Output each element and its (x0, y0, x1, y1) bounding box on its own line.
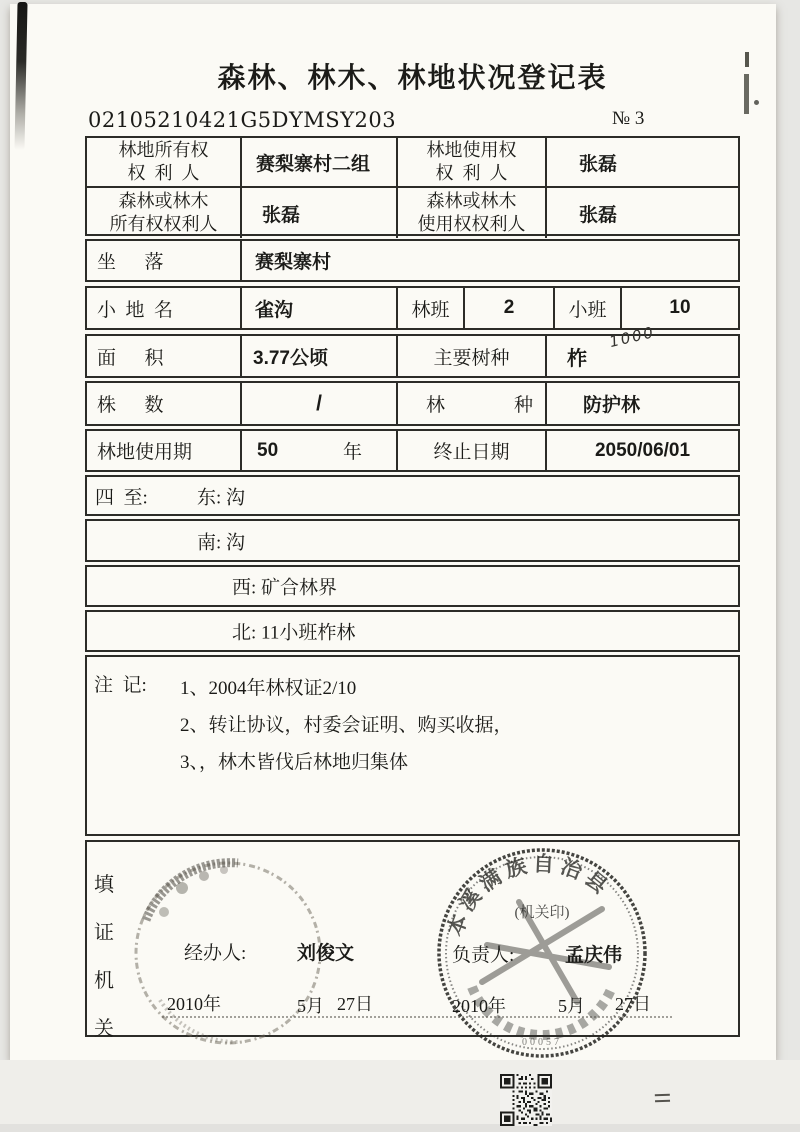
boundaries-label: 四 至: (95, 487, 148, 508)
area-label: 面 积 (87, 336, 242, 376)
scan-artifact-dash (745, 52, 749, 67)
trees-label: 株 数 (87, 383, 242, 424)
equals-mark (655, 1094, 670, 1107)
end-date-label: 终止日期 (398, 431, 547, 470)
sheet-number: № 3 (612, 108, 645, 129)
boundary-west-row (85, 565, 740, 607)
serial-code: 02105210421G5DYMSY203 (88, 108, 397, 132)
supervisor-name: 孟庆伟 (565, 945, 623, 966)
handler-label: 经办人: (184, 943, 247, 964)
forest-section-value: 2 (465, 288, 555, 328)
land-user-label: 林地使用权 权 利 人 (398, 138, 547, 188)
notes-section (85, 655, 740, 836)
scan-artifact-dot (754, 100, 759, 105)
note-line-1: 1、2004年林权证2/10 (180, 678, 357, 699)
notes-label: 注 记: (94, 675, 147, 696)
land-user-value: 张磊 (547, 138, 738, 188)
end-date-value: 2050/06/01 (594, 439, 691, 461)
forest-type-label: 林 种 (398, 383, 547, 424)
trees-value: / (242, 383, 398, 424)
forest-owner-label: 森林或林木 所有权权利人 (87, 188, 242, 238)
area-value: 3.77公顷 (242, 336, 398, 376)
note-line-3: 3、，林木皆伐后林地归集体 (180, 752, 409, 773)
scanner-bed (0, 1060, 800, 1132)
area-row (85, 323, 740, 378)
location-value: 赛梨寨村 (255, 252, 332, 273)
sub-section-value: 10 (669, 297, 691, 318)
boundary-east-row (85, 475, 740, 516)
left-date-year: 2010年 (167, 994, 221, 1014)
boundary-north: 北: 11小班柞林 (232, 622, 356, 644)
handwritten-annotation: 1000 (607, 323, 657, 351)
place-value: 雀沟 (242, 288, 398, 328)
issuing-authority-label: 填 证 机 关 (94, 874, 114, 1040)
scan-artifact-dash (744, 74, 749, 114)
land-owner-value: 赛梨寨村二组 (242, 138, 398, 188)
land-owner-label: 林地所有权 权 利 人 (87, 138, 242, 188)
species-value: 柞 1000 (567, 323, 657, 370)
use-period-row (85, 429, 740, 472)
document-title: 森林、林木、林地状况登记表 (217, 63, 608, 94)
location-row (85, 239, 740, 282)
forest-user-value: 张磊 (579, 204, 618, 226)
boundary-north-row (85, 610, 740, 652)
place-label: 小 地 名 (87, 288, 242, 328)
dotted-date-line (162, 1016, 672, 1018)
tree-count-row (85, 381, 740, 426)
svg-text:本溪满族自治县 (443, 852, 616, 940)
boundary-south: 南: 沟 (197, 532, 246, 553)
forest-section-label: 林班 (398, 288, 465, 328)
boundary-west: 西: 矿合林界 (232, 577, 338, 599)
seal-center-text: (机关印) (514, 905, 570, 921)
sub-section-label: 小班 (555, 288, 622, 328)
qr-code (500, 1074, 552, 1126)
seal-ring-text: 本溪满族自治县 (442, 851, 616, 940)
forest-type-value: 防护林 (583, 395, 641, 416)
period-value: 50 年 (242, 431, 398, 470)
left-date-day: 27日 (337, 994, 373, 1014)
location-label: 坐 落 (87, 241, 242, 280)
period-unit: 年 (342, 442, 362, 463)
rights-holders-table (85, 136, 740, 236)
boundary-south-row (85, 519, 740, 562)
forest-user-label: 森林或林木 使用权权利人 (398, 188, 547, 238)
handler-name: 刘俊文 (297, 943, 355, 964)
period-label: 林地使用期 (87, 431, 242, 470)
right-date-day: 27日 (615, 994, 651, 1014)
scanner-bed-edge (0, 1124, 800, 1132)
forest-owner-value: 张磊 (242, 188, 398, 238)
place-row (85, 286, 740, 330)
supervisor-label: 负责人: (452, 945, 515, 966)
left-date-month: 5月 (297, 996, 324, 1016)
issuing-authority-section (85, 840, 740, 1048)
right-date-year: 2010年 (452, 996, 506, 1016)
note-line-2: 2、转让协议，村委会证明、购买收据， (180, 715, 513, 736)
right-date-month: 5月 (558, 996, 585, 1016)
boundary-east: 东: 沟 (197, 487, 246, 508)
species-label: 主要树种 (398, 336, 547, 376)
seal-serial: 00057 (522, 1037, 562, 1048)
